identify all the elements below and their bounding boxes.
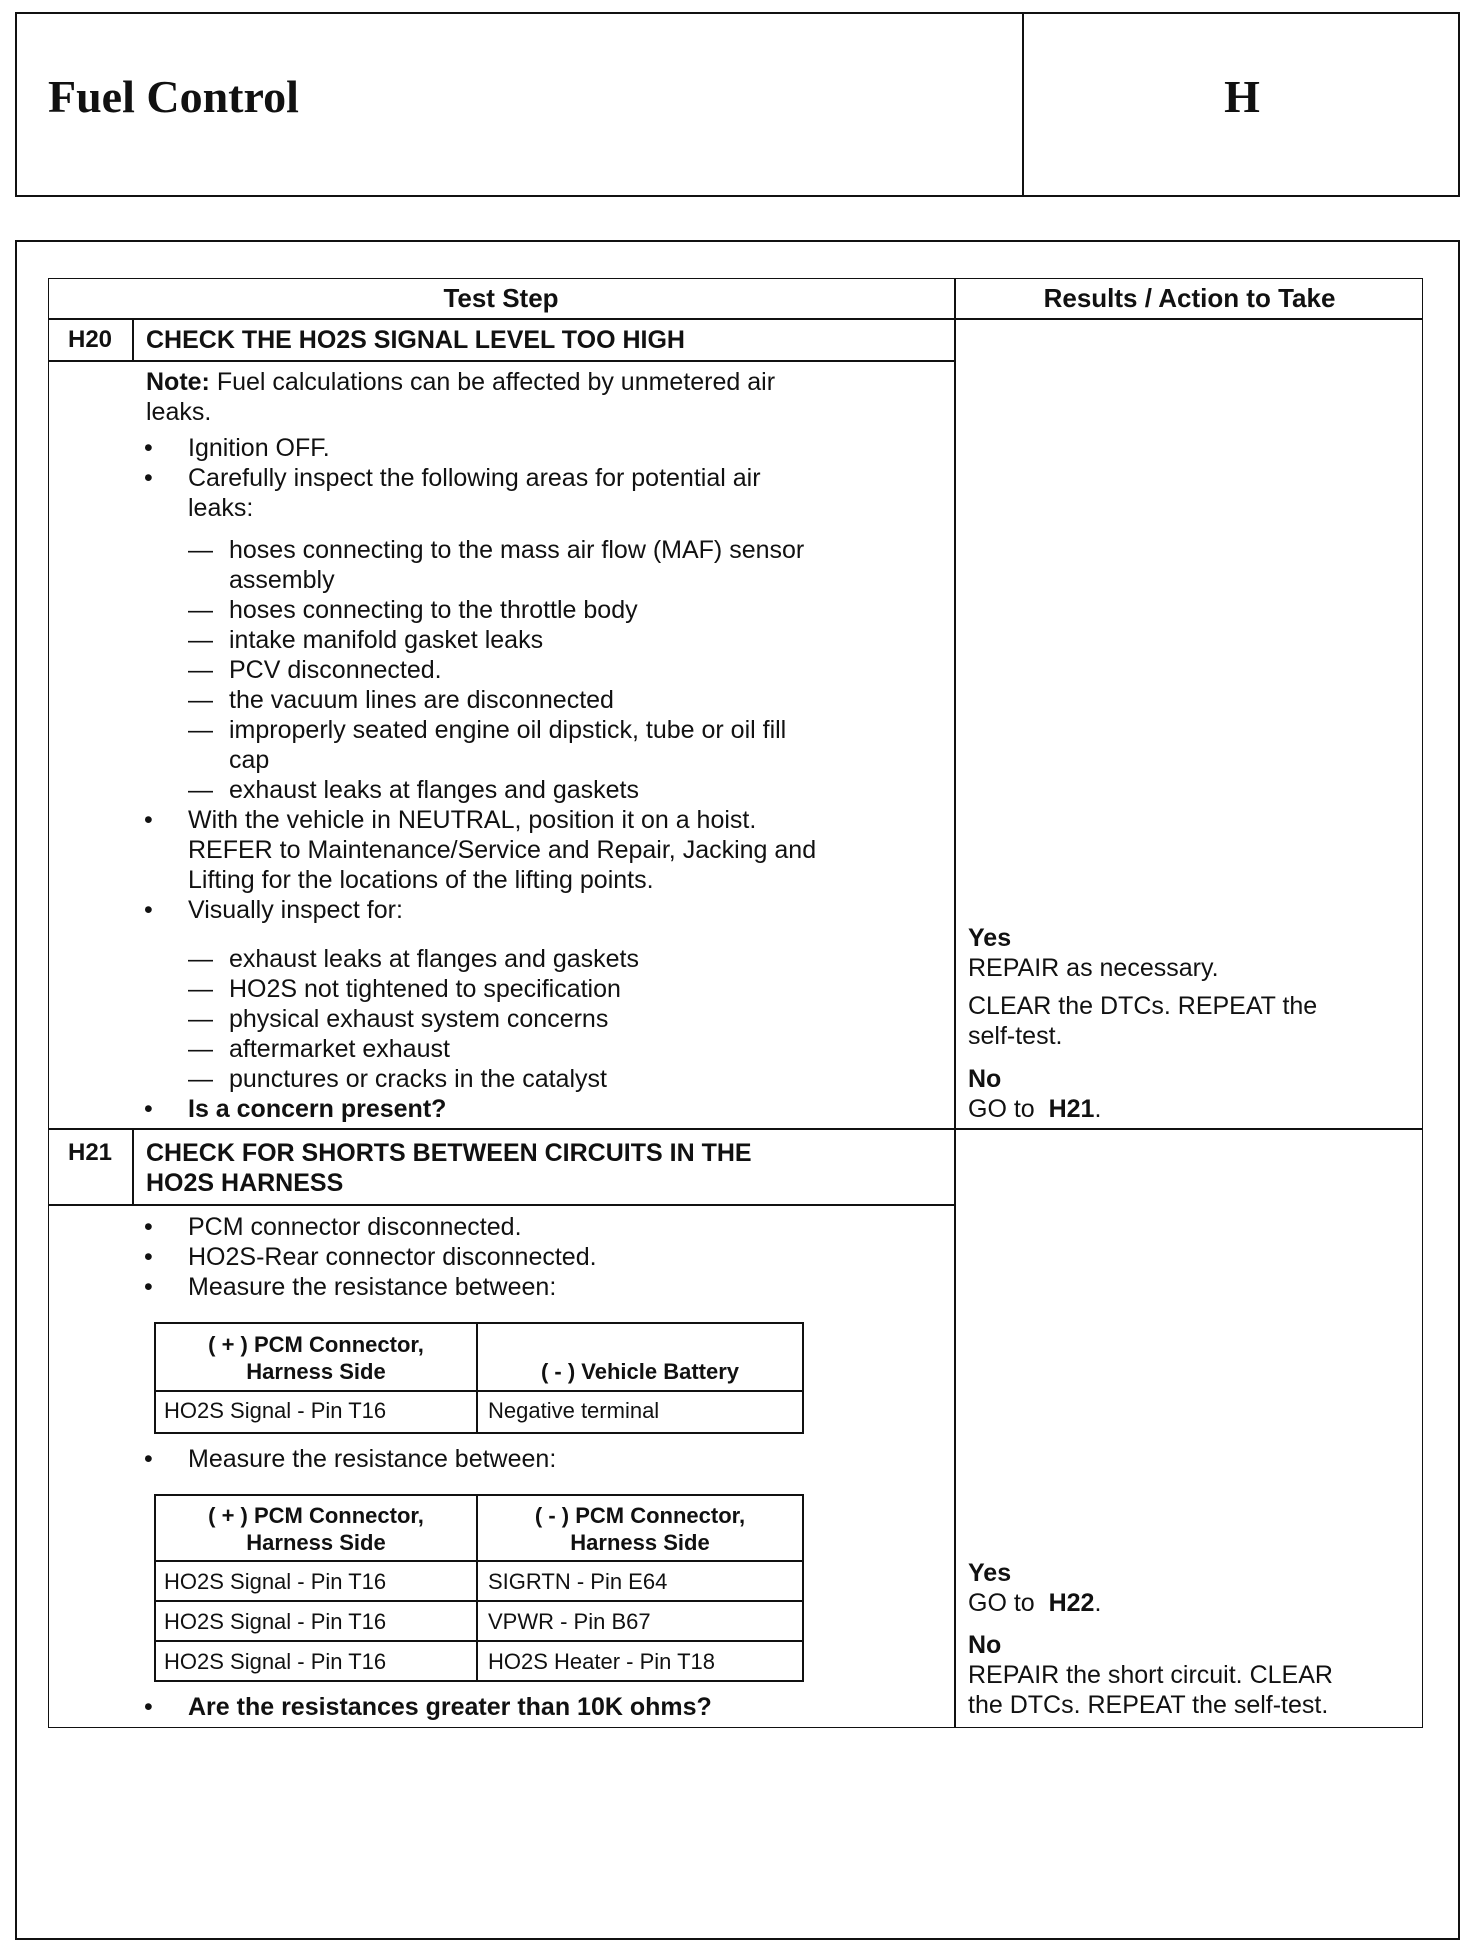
table-header-pcm-pos [156, 1502, 476, 1556]
h20-visual-ho2s: HO2S not tightened to specification [229, 975, 621, 1003]
table-cell: HO2S Signal - Pin T16 [164, 1398, 387, 1423]
column-header-test-step: Test Step [443, 283, 559, 313]
h20-id-rule [132, 318, 134, 360]
h21-yes-action [968, 1588, 1101, 1618]
header-line: ( - ) PCM Connector, [534, 1503, 746, 1528]
dash: — [188, 536, 213, 564]
h20-step-inspect-cont: leaks: [188, 494, 254, 522]
h20-visual-exhaust: exhaust leaks at flanges and gaskets [229, 945, 639, 973]
h20-area-exhaust: exhaust leaks at flanges and gaskets [229, 776, 639, 804]
h20-step-hoist-ref-cont: Lifting for the locations of the lifting points. [188, 866, 654, 894]
h21-id-rule [132, 1128, 134, 1204]
header-line: ( + ) PCM Connector, [208, 1503, 424, 1528]
bullet: • [144, 806, 153, 834]
table-cell: HO2S Signal - Pin T16 [164, 1609, 387, 1634]
table-header-pcm-neg [478, 1502, 802, 1556]
h21-yes-prefix: GO to [968, 1589, 1035, 1617]
h20-visual-physical: physical exhaust system concerns [229, 1005, 609, 1033]
h20-step-hoist: With the vehicle in NEUTRAL, position it on a hoist. [188, 806, 757, 834]
column-header-results: Results / Action to Take [1043, 283, 1336, 313]
dash: — [188, 975, 213, 1003]
bullet: • [144, 1445, 153, 1473]
dash: — [188, 596, 213, 624]
bullet: • [144, 1095, 153, 1123]
h20-area-vacuum: the vacuum lines are disconnected [229, 686, 614, 714]
dash: — [188, 626, 213, 654]
h21-no-label: No [968, 1631, 1002, 1659]
dash: — [188, 716, 213, 744]
h20-area-pcv: PCV disconnected. [229, 656, 442, 684]
table-cell: HO2S Heater - Pin T18 [488, 1649, 716, 1674]
h20-no-prefix: GO to [968, 1095, 1035, 1123]
h21-step-measure: Measure the resistance between: [188, 1273, 557, 1301]
bullet: • [144, 434, 153, 462]
bullet: • [144, 1273, 153, 1301]
h20-area-manifold: intake manifold gasket leaks [229, 626, 544, 654]
h20-yes-clear-cont: self-test. [968, 1022, 1063, 1050]
table-cell: HO2S Signal - Pin T16 [164, 1569, 387, 1594]
h21-step-title-cont: HO2S HARNESS [146, 1169, 344, 1197]
h21-top-rule [48, 1128, 1423, 1130]
bullet: • [144, 1243, 153, 1271]
h20-question: Is a concern present? [188, 1095, 447, 1123]
h21-question: Are the resistances greater than 10K ohms? [188, 1693, 712, 1721]
h20-step-inspect: Carefully inspect the following areas for potential air [188, 464, 761, 492]
h20-step-title: CHECK THE HO2S SIGNAL LEVEL TOO HIGH [146, 326, 685, 354]
note-text: Fuel calculations can be affected by unmetered air [216, 368, 776, 396]
header-row-rule [48, 318, 1423, 320]
dash: — [188, 1005, 213, 1033]
bullet: • [144, 1693, 153, 1721]
table-cell: HO2S Signal - Pin T16 [164, 1649, 387, 1674]
h20-yes-clear: CLEAR the DTCs. REPEAT the [968, 992, 1318, 1020]
h20-visual-catalyst: punctures or cracks in the catalyst [229, 1065, 607, 1093]
h20-visual-aftermarket: aftermarket exhaust [229, 1035, 450, 1063]
header-line: Harness Side [246, 1359, 386, 1384]
h20-yes-action: REPAIR as necessary. [968, 954, 1219, 982]
results-column-rule [954, 278, 956, 1728]
note-label: Note: [146, 368, 210, 396]
h20-title-rule [48, 360, 954, 362]
table-row-rule [154, 1600, 804, 1602]
h20-note [146, 367, 775, 397]
h21-step-measure-2: Measure the resistance between: [188, 1445, 557, 1473]
h21-yes-suffix: . [1094, 1589, 1102, 1617]
dash: — [188, 945, 213, 973]
h20-area-maf: hoses connecting to the mass air flow (MAF) sensor [229, 536, 805, 564]
h21-title-rule [48, 1204, 954, 1206]
page-title: Fuel Control [48, 71, 299, 122]
h21-step-pcm: PCM connector disconnected. [188, 1213, 522, 1241]
h20-step-ignition: Ignition OFF. [188, 434, 330, 462]
h20-area-dipstick: improperly seated engine oil dipstick, tube or oil fill [229, 716, 787, 744]
h21-step-ho2s: HO2S-Rear connector disconnected. [188, 1243, 597, 1271]
table-cell: Negative terminal [488, 1398, 660, 1423]
h21-no-action-cont: the DTCs. REPEAT the self-test. [968, 1691, 1329, 1719]
header-line: Harness Side [246, 1530, 386, 1555]
h20-note-cont: leaks. [146, 398, 212, 426]
h20-area-throttle: hoses connecting to the throttle body [229, 596, 638, 624]
h20-no-target: H21 [1048, 1095, 1095, 1123]
h21-step-id: H21 [67, 1139, 113, 1166]
table-cell: VPWR - Pin B67 [488, 1609, 651, 1634]
header-line: ( + ) PCM Connector, [208, 1332, 424, 1357]
table-row-rule [154, 1390, 804, 1392]
h21-no-action: REPAIR the short circuit. CLEAR [968, 1661, 1333, 1689]
h20-step-id: H20 [67, 326, 113, 353]
h20-area-dipstick-cont: cap [229, 746, 270, 774]
table-cell: SIGRTN - Pin E64 [488, 1569, 668, 1594]
h20-step-hoist-ref: REFER to Maintenance/Service and Repair, Jacking and [188, 836, 817, 864]
bullet: • [144, 464, 153, 492]
h20-no-action [968, 1094, 1101, 1124]
h21-yes-label: Yes [968, 1559, 1012, 1587]
h20-area-maf-cont: assembly [229, 566, 335, 594]
dash: — [188, 1035, 213, 1063]
h20-step-visual: Visually inspect for: [188, 896, 403, 924]
h20-no-label: No [968, 1065, 1002, 1093]
header-line: Harness Side [570, 1530, 710, 1555]
dash: — [188, 776, 213, 804]
table-row-rule [154, 1640, 804, 1642]
h20-no-suffix: . [1094, 1095, 1102, 1123]
h20-yes-label: Yes [968, 924, 1012, 952]
section-letter: H [1224, 71, 1260, 122]
bullet: • [144, 1213, 153, 1241]
dash: — [188, 686, 213, 714]
bullet: • [144, 896, 153, 924]
dash: — [188, 656, 213, 684]
h21-step-title: CHECK FOR SHORTS BETWEEN CIRCUITS IN THE [146, 1139, 752, 1167]
dash: — [188, 1065, 213, 1093]
h21-yes-target: H22 [1048, 1589, 1095, 1617]
table-row-rule [154, 1560, 804, 1562]
table-header-pcm [156, 1331, 476, 1385]
table-header-battery: ( - ) Vehicle Battery [540, 1359, 740, 1384]
